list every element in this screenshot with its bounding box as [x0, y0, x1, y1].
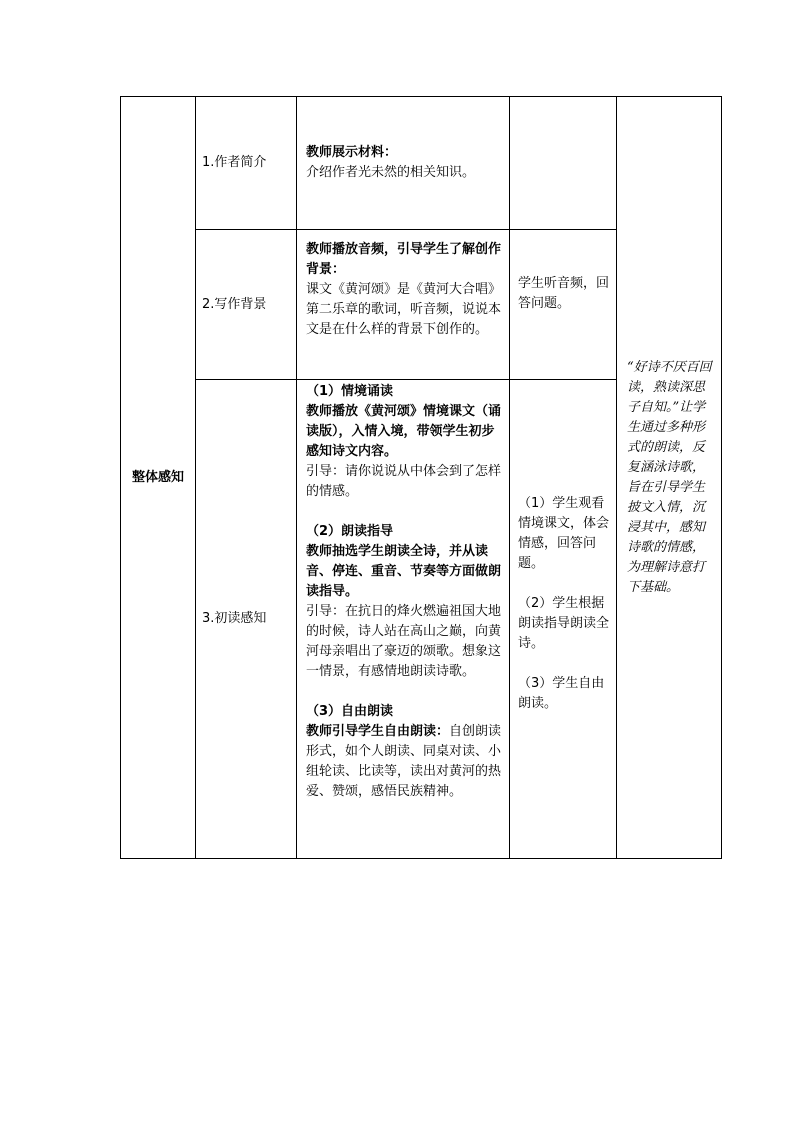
teacher-text-tail: 自创朗读形式，如个人朗读、同桌对读、小组轮读、比读等，读出对黄河的热爱、赞颂，感悟民族精神。	[306, 724, 502, 799]
step-cell-1	[196, 97, 297, 230]
student-text: （2）学生根据朗读指导朗读全诗。	[518, 596, 610, 651]
student-cell-2	[510, 230, 617, 380]
teacher-text: 教师播放音频，引导学生了解创作背景：	[306, 242, 502, 277]
teacher-cell-2	[297, 230, 510, 380]
section-cell	[121, 97, 196, 859]
teacher-cell-1	[297, 97, 510, 230]
step-cell-3	[196, 380, 297, 859]
teacher-heading: （3）自由朗读	[306, 704, 394, 719]
teacher-text: 介绍作者光未然的相关知识。	[306, 165, 476, 180]
teacher-text: 引导：请你说说从中体会到了怎样的情感。	[306, 464, 502, 499]
student-text: （1）学生观看情境课文，体会情感，回答问题。	[518, 496, 610, 571]
section-label: 整体感知	[131, 469, 184, 485]
student-cell-1	[510, 97, 617, 230]
student-text: 学生听音频，回答问题。	[518, 276, 610, 311]
student-cell-3	[510, 380, 617, 859]
teacher-text: 教师抽选学生朗读全诗，并从读音、停连、重音、节奏等方面做朗读指导。	[306, 544, 502, 599]
design-note-cell	[617, 97, 722, 859]
teacher-text	[306, 722, 503, 802]
student-text: （3）学生自由朗读。	[518, 676, 605, 711]
lesson-plan-table	[120, 96, 722, 859]
step-label-2: 2.写作背景	[202, 296, 267, 312]
teacher-text: 教师展示材料：	[306, 145, 398, 160]
teacher-text: 引导：在抗日的烽火燃遍祖国大地的时候，诗人站在高山之巅，向黄河母亲唱出了豪迈的颂歌。想象这一情景，有感情地朗读诗歌。	[306, 604, 502, 679]
step-label-3: 3.初读感知	[202, 611, 267, 626]
teacher-heading: （2）朗读指导	[306, 524, 394, 539]
step-label-1: 1.作者简介	[202, 155, 267, 170]
teacher-text: 课文《黄河颂》是《黄河大合唱》第二乐章的歌词，听音频，说说本文是在什么样的背景下创作的。	[306, 282, 502, 337]
teacher-text-bold: 教师引导学生自由朗读：	[306, 724, 450, 739]
step-cell-2	[196, 230, 297, 380]
design-note: “好诗不厌百回读，熟读深思子自知。”让学生通过多种形式的朗读，反复涵泳诗歌，旨在引导学生披文入情，沉浸其中，感知诗歌的情感，为理解诗意打下基础。	[627, 359, 712, 595]
teacher-text: 教师播放《黄河颂》情境课文（诵读版），入情入境，带领学生初步感知诗文内容。	[306, 404, 502, 459]
teacher-cell-3	[297, 380, 510, 859]
teacher-heading: （1）情境诵读	[306, 384, 394, 399]
